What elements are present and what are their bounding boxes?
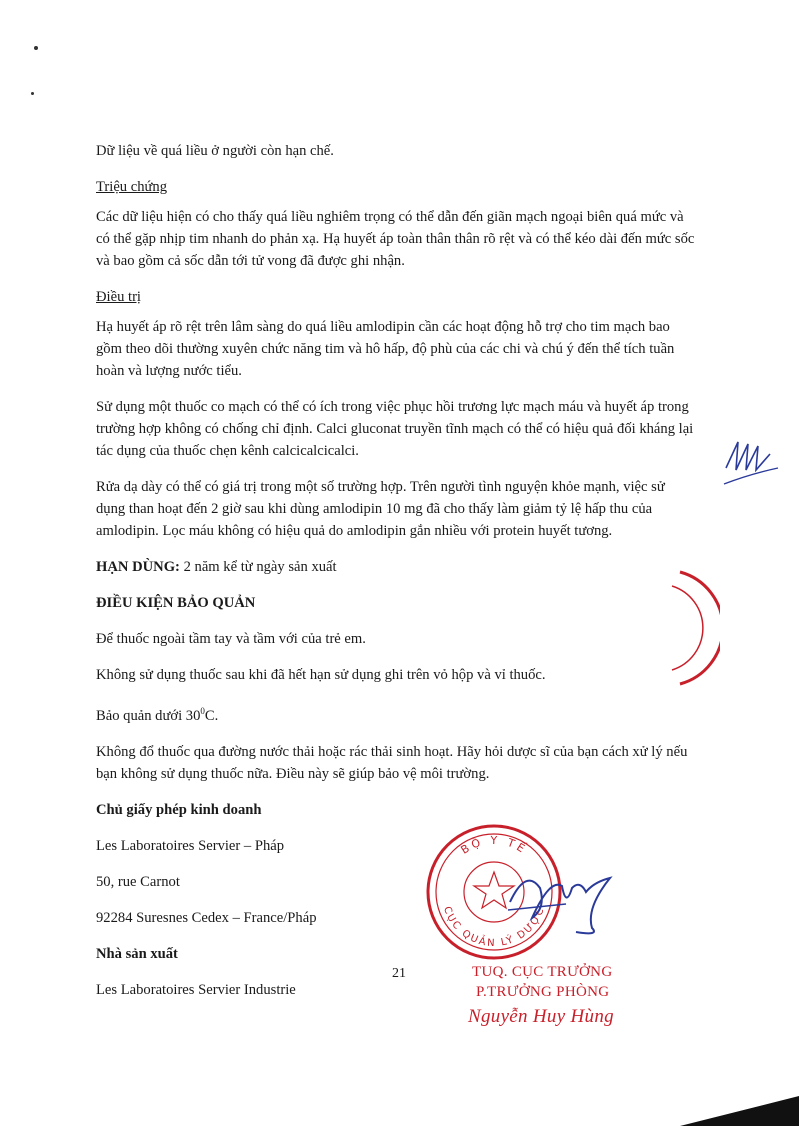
signature-title-1: TUQ. CỤC TRƯỞNG (472, 964, 613, 980)
symptoms-heading: Triệu chứng (96, 179, 168, 195)
license-holder-address-1: 50, rue Carnot (96, 873, 180, 890)
storage-temp-suffix: C. (204, 707, 219, 724)
storage-line-3 (96, 700, 696, 727)
license-holder-address-2: 92284 Suresnes Cedex – France/Pháp (96, 909, 317, 926)
svg-text:BỘ Y TẾ (459, 834, 531, 857)
shelf-life-line (96, 556, 696, 578)
shelf-life-label: HẠN DÙNG: (96, 559, 180, 575)
treatment-heading: Điều trị (96, 289, 141, 305)
storage-line-2: Không sử dụng thuốc sau khi đã hết hạn sử dụng ghi trên vỏ hộp và vỉ thuốc. (96, 667, 546, 683)
handwritten-initials (720, 428, 780, 488)
treatment-paragraph-2: Sử dụng một thuốc co mạch có thể có ích trong việc phục hồi trương lực mạch máu và huyết áp trong trường hợp không có chống chỉ định. Calci gluconat truyền tĩnh mạch có thể có hiệu quả đối kháng lại tác dụng của thuốc chẹn kênh calcicalcicalci. (96, 399, 694, 459)
storage-heading: ĐIỀU KIỆN BẢO QUẢN (96, 595, 256, 611)
stamp-bottom-text: CỤC QUẢN LÝ DƯỢC (440, 905, 548, 950)
symptoms-paragraph: Các dữ liệu hiện có cho thấy quá liều nghiêm trọng có thể dẫn đến giãn mạch ngoại biên quá mức và có thể gặp nhịp tim nhanh do phản xạ. Hạ huyết áp toàn thân thân rõ rệt và có thể kéo dài đến mức sốc và bao gồm cả sốc dẫn tới tử vong đã được ghi nhận. (96, 209, 695, 269)
manufacturer-heading: Nhà sản xuất (96, 945, 178, 962)
signature-title-2: P.TRƯỞNG PHÒNG (476, 984, 610, 1000)
license-holder-name: Les Laboratoires Servier – Pháp (96, 837, 285, 854)
partial-stamp-right (660, 568, 720, 688)
storage-line-4: Không đổ thuốc qua đường nước thải hoặc rác thải sinh hoạt. Hãy hỏi dược sĩ của bạn cách xử lý nếu bạn không sử dụng thuốc nữa. Điều này sẽ giúp bảo vệ môi trường. (96, 743, 688, 782)
treatment-paragraph-1: Hạ huyết áp rõ rệt trên lâm sàng do quá liều amlodipin cần các hoạt động hỗ trợ cho tim mạch bao gồm theo dõi thường xuyên chức năng tim và hô hấp, độ phù của các chi và chú ý đến thể tích tuần hoàn và lượng nước tiểu. (96, 319, 675, 379)
stamp-top-text: BỘ Y TẾ (458, 833, 530, 857)
overdose-intro: Dữ liệu về quá liều ở người còn hạn chế. (96, 143, 334, 159)
manufacturer-name: Les Laboratoires Servier Industrie (96, 981, 296, 998)
treatment-paragraph-3: Rửa dạ dày có thể có giá trị trong một số trường hợp. Trên người tình nguyện khỏe mạnh, việc sử dụng than hoạt đến 2 giờ sau khi dùng amlodipin 10 mg đã cho thấy làm giảm tỷ lệ hấp thu của amlodipin. Lọc máu không có hiệu quả do amlodipin gắn nhiều với protein huyết tương. (96, 479, 665, 539)
storage-line-1: Để thuốc ngoài tầm tay và tầm với của trẻ em. (96, 631, 366, 647)
page-corner-shadow (680, 1090, 799, 1126)
signer-name: Nguyễn Huy Hùng (468, 1006, 614, 1027)
scan-speck (34, 46, 38, 50)
shelf-life-value: 2 năm kể từ ngày sản xuất (179, 559, 337, 575)
license-holder-heading: Chủ giấy phép kinh doanh (96, 801, 262, 818)
page-number: 21 (392, 966, 406, 981)
storage-temp-degree: 0 (200, 706, 205, 716)
scan-speck (31, 92, 34, 95)
signature-scrawl (506, 858, 616, 938)
storage-temp-prefix: Bảo quản dưới 30 (96, 707, 201, 724)
